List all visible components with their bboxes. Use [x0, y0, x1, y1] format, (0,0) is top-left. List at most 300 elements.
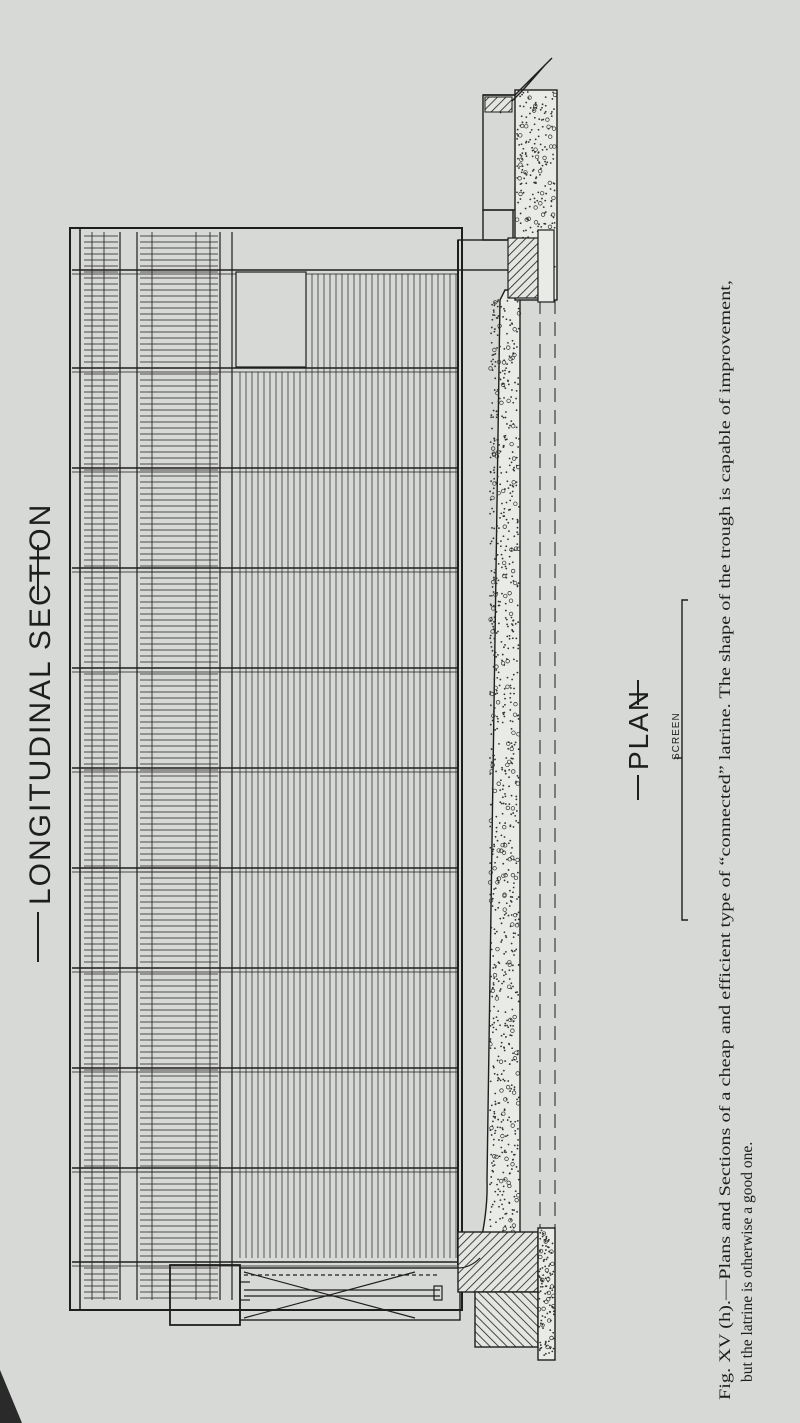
aggregate-dot: [517, 1128, 519, 1130]
aggregate-dot: [513, 1196, 515, 1198]
aggregate-dot: [496, 690, 498, 692]
aggregate-dot: [509, 563, 511, 565]
aggregate-dot: [518, 964, 520, 966]
aggregate-dot: [544, 185, 546, 187]
aggregate-dot: [490, 927, 492, 929]
aggregate-dot: [518, 506, 520, 508]
aggregate-dot: [492, 1204, 494, 1206]
aggregate-dot: [544, 1293, 546, 1295]
aggregate-dot: [516, 177, 518, 179]
aggregate-dot: [516, 1166, 518, 1168]
aggregate-dot: [502, 1208, 504, 1210]
aggregate-dot: [546, 1236, 548, 1238]
aggregate-dot: [513, 658, 515, 660]
aggregate-dot: [507, 677, 509, 679]
aggregate-dot: [529, 113, 531, 115]
aggregate-dot: [497, 315, 499, 317]
aggregate-dot: [490, 617, 492, 619]
aggregate-dot: [539, 1342, 541, 1344]
aggregate-dot: [498, 902, 500, 904]
aggregate-dot: [513, 647, 515, 649]
aggregate-dot: [504, 644, 506, 646]
aggregate-dot: [493, 478, 495, 480]
aggregate-dot: [538, 223, 540, 225]
aggregate-dot: [498, 980, 500, 982]
aggregate-dot: [504, 1025, 506, 1027]
aggregate-dot: [501, 566, 503, 568]
aggregate-dot: [515, 992, 517, 994]
aggregate-dot: [520, 213, 522, 215]
aggregate-dot: [490, 1025, 492, 1027]
aggregate-dot: [501, 554, 503, 556]
aggregate-dot: [497, 334, 499, 336]
aggregate-dot: [513, 674, 515, 676]
aggregate-dot: [506, 423, 508, 425]
aggregate-dot: [493, 1006, 495, 1008]
aggregate-dot: [505, 796, 507, 798]
aggregate-dot: [489, 773, 491, 775]
aggregate-dot: [493, 1116, 495, 1118]
aggregate-dot: [493, 666, 495, 668]
aggregate-dot: [508, 776, 510, 778]
aggregate-dot: [509, 1063, 511, 1065]
aggregate-dot: [504, 1050, 506, 1052]
aggregate-dot: [489, 757, 491, 759]
aggregate-dot: [509, 978, 511, 980]
aggregate-dot: [492, 788, 494, 790]
aggregate-dot: [499, 990, 501, 992]
aggregate-dot: [493, 1017, 495, 1019]
aggregate-dot: [496, 831, 498, 833]
aggregate-dot: [491, 766, 493, 768]
aggregate-dot: [490, 414, 492, 416]
caption-line-2: but the latrine is otherwise a good one.: [739, 1141, 756, 1382]
aggregate-dot: [539, 1250, 541, 1252]
aggregate-dot: [512, 451, 514, 453]
aggregate-dot: [509, 840, 511, 842]
aggregate-dot: [496, 531, 498, 533]
aggregate-dot: [492, 987, 494, 989]
aggregate-dot: [532, 155, 534, 157]
aggregate-dot: [506, 623, 508, 625]
aggregate-dot: [507, 300, 509, 302]
aggregate-dot: [545, 211, 547, 213]
aggregate-dot: [494, 1132, 496, 1134]
aggregate-dot: [506, 480, 508, 482]
aggregate-dot: [506, 1025, 508, 1027]
aggregate-dot: [490, 1047, 492, 1049]
aggregate-dot: [544, 1344, 546, 1346]
aggregate-dot: [500, 540, 502, 542]
aggregate-dot: [489, 1183, 491, 1185]
aggregate-dot: [517, 822, 519, 824]
aggregate-dot: [495, 1130, 497, 1132]
aggregate-dot: [517, 934, 519, 936]
aggregate-dot: [506, 333, 508, 335]
aggregate-dot: [490, 704, 492, 706]
aggregate-dot: [494, 377, 496, 379]
aggregate-dot: [503, 1046, 505, 1048]
aggregate-dot: [506, 635, 508, 637]
aggregate-dot: [493, 654, 495, 656]
aggregate-dot: [505, 1151, 507, 1153]
aggregate-dot: [493, 977, 495, 979]
aggregate-dot: [503, 803, 505, 805]
aggregate-dot: [509, 709, 511, 711]
aggregate-dot: [493, 755, 495, 757]
aggregate-dot: [502, 1079, 504, 1081]
aggregate-dot: [495, 652, 497, 654]
aggregate-dot: [517, 621, 519, 623]
aggregate-dot: [498, 444, 500, 446]
aggregate-dot: [491, 1162, 493, 1164]
aggregate-dot: [544, 112, 546, 114]
aggregate-dot: [544, 200, 546, 202]
aggregate-dot: [501, 1114, 503, 1116]
aggregate-dot: [516, 133, 518, 135]
aggregate-dot: [499, 1190, 501, 1192]
aggregate-dot: [500, 988, 502, 990]
aggregate-dot: [509, 1090, 511, 1092]
aggregate-dot: [504, 1150, 506, 1152]
aggregate-dot: [497, 400, 499, 402]
aggregate-dot: [490, 472, 492, 474]
aggregate-dot: [492, 586, 494, 588]
aggregate-dot: [506, 502, 508, 504]
aggregate-dot: [501, 1203, 503, 1205]
aggregate-dot: [496, 414, 498, 416]
aggregate-dot: [504, 716, 506, 718]
aggregate-dot: [514, 382, 516, 384]
aggregate-dot: [502, 788, 504, 790]
aggregate-dot: [504, 373, 506, 375]
aggregate-dot: [542, 103, 544, 105]
aggregate-dot: [497, 1060, 499, 1062]
aggregate-dot: [545, 163, 547, 165]
aggregate-dot: [490, 619, 492, 621]
aggregate-dot: [535, 102, 537, 104]
aggregate-dot: [547, 1246, 549, 1248]
aggregate-dot: [530, 107, 532, 109]
aggregate-dot: [504, 880, 506, 882]
aggregate-dot: [516, 465, 518, 467]
aggregate-dot: [516, 543, 518, 545]
aggregate-dot: [491, 327, 493, 329]
aggregate-dot: [512, 758, 514, 760]
aggregate-dot: [498, 354, 500, 356]
aggregate-dot: [517, 1144, 519, 1146]
aggregate-dot: [497, 1074, 499, 1076]
aggregate-dot: [521, 171, 523, 173]
aggregate-dot: [497, 718, 499, 720]
aggregate-dot: [518, 328, 520, 330]
aggregate-dot: [508, 769, 510, 771]
aggregate-dot: [509, 509, 511, 511]
aggregate-dot: [522, 148, 524, 150]
aggregate-dot: [492, 748, 494, 750]
aggregate-dot: [526, 155, 528, 157]
aggregate-dot: [545, 193, 547, 195]
aggregate-dot: [544, 146, 546, 148]
aggregate-dot: [511, 1009, 513, 1011]
aggregate-dot: [518, 777, 520, 779]
aggregate-dot: [522, 165, 524, 167]
aggregate-dot: [521, 158, 523, 160]
aggregate-dot: [493, 1027, 495, 1029]
aggregate-dot: [492, 1171, 494, 1173]
aggregate-dot: [551, 222, 553, 224]
aggregate-dot: [538, 135, 540, 137]
aggregate-dot: [493, 1111, 495, 1113]
aggregate-dot: [502, 706, 504, 708]
aggregate-dot: [500, 1199, 502, 1201]
aggregate-dot: [511, 1035, 513, 1037]
aggregate-dot: [498, 563, 500, 565]
aggregate-dot: [492, 850, 494, 852]
aggregate-dot: [550, 113, 552, 115]
aggregate-dot: [505, 803, 507, 805]
aggregate-dot: [509, 484, 511, 486]
aggregate-dot: [504, 914, 506, 916]
aggregate-dot: [489, 693, 491, 695]
aggregate-dot: [499, 918, 501, 920]
aggregate-dot: [489, 637, 491, 639]
longitudinal-section-title-group: [24, 503, 57, 962]
aggregate-dot: [495, 836, 497, 838]
aggregate-dot: [517, 301, 519, 303]
aggregate-dot: [502, 863, 504, 865]
aggregate-dot: [491, 595, 493, 597]
aggregate-dot: [497, 476, 499, 478]
aggregate-dot: [535, 104, 537, 106]
aggregate-dot: [548, 128, 550, 130]
aggregate-dot: [499, 1218, 501, 1220]
aggregate-dot: [499, 679, 501, 681]
aggregate-dot: [529, 199, 531, 201]
aggregate-dot: [494, 365, 496, 367]
aggregate-dot: [540, 1320, 542, 1322]
aggregate-dot: [508, 530, 510, 532]
aggregate-dot: [498, 579, 500, 581]
aggregate-dot: [495, 1029, 497, 1031]
aggregate-dot: [499, 822, 501, 824]
aggregate-dot: [498, 377, 500, 379]
aggregate-dot: [510, 982, 512, 984]
aggregate-dot: [512, 1025, 514, 1027]
aggregate-dot: [507, 1165, 509, 1167]
aggregate-dot: [548, 1352, 550, 1354]
aggregate-dot: [553, 1338, 555, 1340]
aggregate-dot: [511, 728, 513, 730]
aggregate-dot: [516, 898, 518, 900]
aggregate-dot: [505, 773, 507, 775]
aggregate-dot: [491, 570, 493, 572]
aggregate-dot: [494, 616, 496, 618]
aggregate-dot: [490, 942, 492, 944]
aggregate-dot: [490, 361, 492, 363]
aggregate-dot: [553, 1348, 555, 1350]
aggregate-dot: [501, 1194, 503, 1196]
aggregate-dot: [502, 316, 504, 318]
aggregate-dot: [507, 342, 509, 344]
aggregate-dot: [507, 1026, 509, 1028]
aggregate-dot: [504, 1080, 506, 1082]
aggregate-dot: [513, 1154, 515, 1156]
aggregate-dot: [493, 311, 495, 313]
aggregate-dot: [493, 982, 495, 984]
screen-label: SCREEN: [671, 712, 682, 760]
aggregate-dot: [494, 1201, 496, 1203]
aggregate-dot: [490, 1154, 492, 1156]
aggregate-dot: [538, 161, 540, 163]
aggregate-dot: [499, 346, 501, 348]
aggregate-dot: [514, 933, 516, 935]
aggregate-dot: [495, 656, 497, 658]
aggregate-dot: [517, 383, 519, 385]
aggregate-dot: [503, 693, 505, 695]
aggregate-dot: [531, 147, 533, 149]
aggregate-dot: [497, 877, 499, 879]
aggregate-dot: [497, 1077, 499, 1079]
aggregate-dot: [542, 119, 544, 121]
aggregate-dot: [513, 619, 515, 621]
aggregate-dot: [549, 1329, 551, 1331]
aggregate-dot: [545, 1245, 547, 1247]
aggregate-dot: [496, 1016, 498, 1018]
aggregate-dot: [540, 109, 542, 111]
aggregate-dot: [492, 626, 494, 628]
aggregate-dot: [497, 1179, 499, 1181]
aggregate-dot: [499, 398, 501, 400]
aggregate-dot: [543, 1300, 545, 1302]
aggregate-dot: [509, 697, 511, 699]
aggregate-dot: [548, 1277, 550, 1279]
aggregate-dot: [501, 593, 503, 595]
aggregate-dot: [505, 545, 507, 547]
aggregate-dot: [496, 677, 498, 679]
aggregate-dot: [543, 223, 545, 225]
aggregate-dot: [509, 371, 511, 373]
aggregate-dot: [516, 481, 518, 483]
aggregate-dot: [493, 578, 495, 580]
aggregate-dot: [497, 1080, 499, 1082]
aggregate-dot: [518, 718, 520, 720]
aggregate-dot: [505, 566, 507, 568]
aggregate-dot: [492, 359, 494, 361]
aggregate-dot: [509, 500, 511, 502]
aggregate-dot: [509, 492, 511, 494]
aggregate-dot: [510, 685, 512, 687]
aggregate-dot: [497, 554, 499, 556]
aggregate-dot: [541, 107, 543, 109]
aggregate-dot: [492, 1031, 494, 1033]
aggregate-dot: [493, 591, 495, 593]
aggregate-dot: [498, 623, 500, 625]
aggregate-dot: [512, 812, 514, 814]
aggregate-dot: [517, 1053, 519, 1055]
aggregate-dot: [525, 142, 527, 144]
aggregate-dot: [549, 1311, 551, 1313]
aggregate-dot: [491, 508, 493, 510]
aggregate-dot: [496, 827, 498, 829]
aggregate-dot: [540, 144, 542, 146]
aggregate-dot: [491, 428, 493, 430]
aggregate-dot: [490, 1038, 492, 1040]
aggregate-dot: [504, 770, 506, 772]
aggregate-dot: [503, 1191, 505, 1193]
aggregate-dot: [510, 420, 512, 422]
aggregate-dot: [494, 314, 496, 316]
aggregate-dot: [497, 879, 499, 881]
aggregate-dot: [525, 116, 527, 118]
aggregate-dot: [512, 491, 514, 493]
aggregate-dot: [511, 617, 513, 619]
aggregate-dot: [503, 348, 505, 350]
aggregate-dot: [515, 398, 517, 400]
aggregate-dot: [554, 190, 556, 192]
aggregate-dot: [515, 919, 517, 921]
aggregate-dot: [552, 1332, 554, 1334]
aggregate-dot: [551, 1350, 553, 1352]
aggregate-dot: [492, 759, 494, 761]
aggregate-dot: [490, 499, 492, 501]
aggregate-dot: [542, 1267, 544, 1269]
aggregate-dot: [490, 642, 492, 644]
aggregate-dot: [541, 1229, 543, 1231]
aggregate-dot: [507, 1080, 509, 1082]
aggregate-dot: [527, 91, 529, 93]
aggregate-dot: [511, 997, 513, 999]
aggregate-dot: [507, 1134, 509, 1136]
aggregate-dot: [507, 380, 509, 382]
aggregate-dot: [513, 467, 515, 469]
aggregate-dot: [515, 949, 517, 951]
aggregate-dot: [489, 595, 491, 597]
aggregate-dot: [496, 995, 498, 997]
aggregate-dot: [500, 779, 502, 781]
aggregate-dot: [550, 188, 552, 190]
aggregate-dot: [520, 198, 522, 200]
aggregate-dot: [518, 1001, 520, 1003]
aggregate-dot: [503, 953, 505, 955]
aggregate-dot: [504, 931, 506, 933]
aggregate-dot: [517, 672, 519, 674]
aggregate-dot: [500, 545, 502, 547]
aggregate-dot: [504, 1108, 506, 1110]
aggregate-dot: [501, 415, 503, 417]
aggregate-dot: [489, 862, 491, 864]
aggregate-dot: [493, 576, 495, 578]
aggregate-dot: [505, 610, 507, 612]
aggregate-dot: [515, 637, 517, 639]
aggregate-dot: [490, 1176, 492, 1178]
aggregate-dot: [496, 692, 498, 694]
aggregate-dot: [496, 577, 498, 579]
aggregate-dot: [501, 1042, 503, 1044]
aggregate-dot: [494, 707, 496, 709]
aggregate-dot: [512, 891, 514, 893]
aggregate-dot: [510, 396, 512, 398]
aggregate-dot: [502, 813, 504, 815]
aggregate-dot: [493, 638, 495, 640]
aggregate-dot: [518, 911, 520, 913]
aggregate-dot: [493, 845, 495, 847]
aggregate-dot: [501, 1127, 503, 1129]
aggregate-dot: [507, 1119, 509, 1121]
aggregate-dot: [538, 1291, 540, 1293]
aggregate-dot: [517, 1139, 519, 1141]
aggregate-dot: [542, 1286, 544, 1288]
